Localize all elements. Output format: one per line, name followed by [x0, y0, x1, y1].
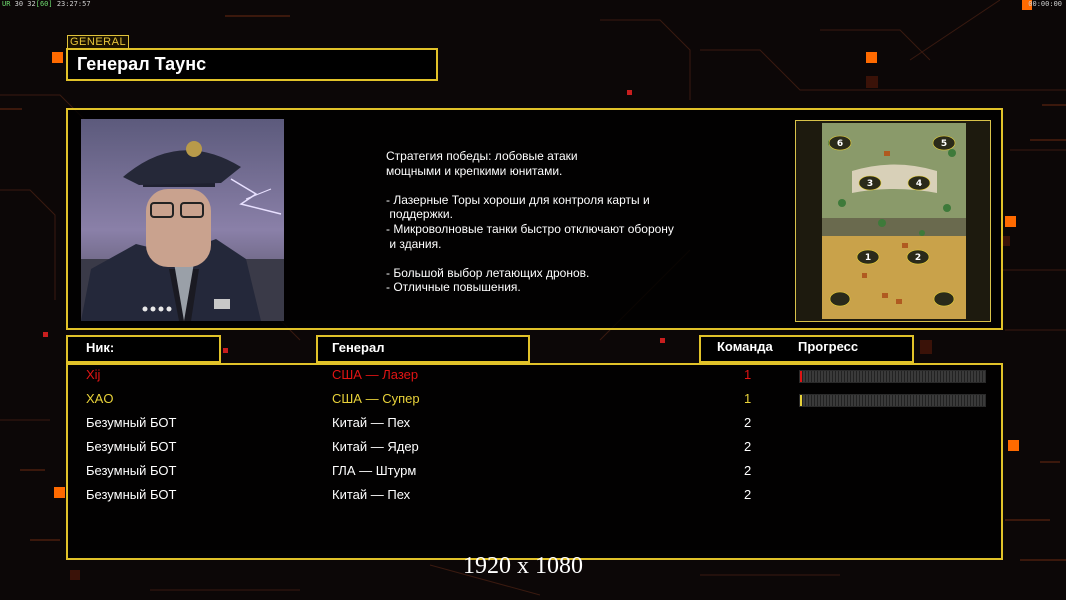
game-timer: 00:00:00 [1028, 0, 1062, 8]
player-team[interactable]: 2 [744, 487, 752, 502]
player-row[interactable] [68, 391, 1001, 415]
description-line: - Микроволновые танки быстро отключают оборону [386, 221, 674, 236]
player-team[interactable]: 1 [744, 367, 752, 382]
header-team-label: Команда [717, 339, 773, 354]
player-general[interactable]: Китай — Пех [332, 415, 411, 430]
player-nick: Безумный БОТ [86, 415, 177, 430]
description-line: мощными и крепкими юнитами. [386, 163, 563, 178]
header-general-label: Генерал [332, 340, 385, 355]
map-slot-label: 5 [940, 139, 948, 149]
description-line: и здания. [386, 236, 442, 251]
general-description [386, 149, 716, 295]
hud-clock: 23:27:57 [56, 0, 91, 8]
map-slot-label: 6 [836, 139, 844, 149]
player-list [66, 363, 1003, 560]
player-team[interactable]: 2 [744, 439, 752, 454]
map-slot-label: 2 [914, 253, 922, 263]
map-slot-label: 4 [915, 179, 923, 189]
general-tag: GENERAL [67, 35, 129, 49]
player-nick: Безумный БОТ [86, 487, 177, 502]
minimap-frame [795, 120, 991, 322]
player-row[interactable] [68, 367, 1001, 391]
player-row[interactable] [68, 415, 1001, 439]
player-general[interactable]: Китай — Пех [332, 487, 411, 502]
description-line: Стратегия победы: лобовые атаки [386, 149, 578, 163]
player-nick: Безумный БОТ [86, 439, 177, 454]
map-slot-label: 1 [864, 253, 872, 263]
player-team[interactable]: 2 [744, 415, 752, 430]
player-nick: Безумный БОТ [86, 463, 177, 478]
general-portrait [81, 119, 284, 321]
player-general[interactable]: США — Лазер [332, 367, 419, 382]
description-line: - Лазерные Торы хороши для контроля карты и [386, 192, 650, 207]
header-nick-label: Ник: [86, 340, 115, 355]
player-team[interactable]: 1 [744, 391, 752, 406]
description-line: - Отличные повышения. [386, 280, 521, 295]
hud-prefix: UR [2, 0, 11, 8]
player-general[interactable]: Китай — Ядер [332, 439, 419, 454]
description-line: поддержки. [386, 207, 453, 222]
player-row[interactable] [68, 487, 1001, 511]
player-row[interactable] [68, 463, 1001, 487]
map-preview [822, 123, 966, 319]
general-info-panel [66, 108, 1003, 330]
progress-fill [800, 371, 802, 382]
general-name: Генерал Таунс [77, 54, 207, 74]
player-general[interactable]: США — Супер [332, 391, 420, 406]
progress-fill [800, 395, 802, 406]
fps-time-readout [2, 0, 91, 8]
general-title-box [66, 48, 438, 81]
hud-bracket: [60] [35, 0, 53, 8]
player-general[interactable]: ГЛА — Штурм [332, 463, 417, 478]
description-line [386, 178, 716, 193]
player-nick: Xij [86, 367, 101, 382]
loading-progress-bar [799, 394, 986, 407]
hud-values: 30 32 [14, 0, 36, 8]
player-nick: XAO [86, 391, 114, 406]
header-general [316, 335, 530, 363]
player-row[interactable] [68, 439, 1001, 463]
loading-progress-bar [799, 370, 986, 383]
description-line: - Большой выбор летающих дронов. [386, 265, 590, 280]
description-line [386, 251, 716, 266]
header-progress-label: Прогресс [798, 339, 859, 354]
resolution-label: 1920 x 1080 [463, 553, 583, 579]
header-nick [66, 335, 221, 363]
player-team[interactable]: 2 [744, 463, 752, 478]
map-slot-label: 3 [866, 179, 874, 189]
header-team-progress [699, 335, 914, 363]
